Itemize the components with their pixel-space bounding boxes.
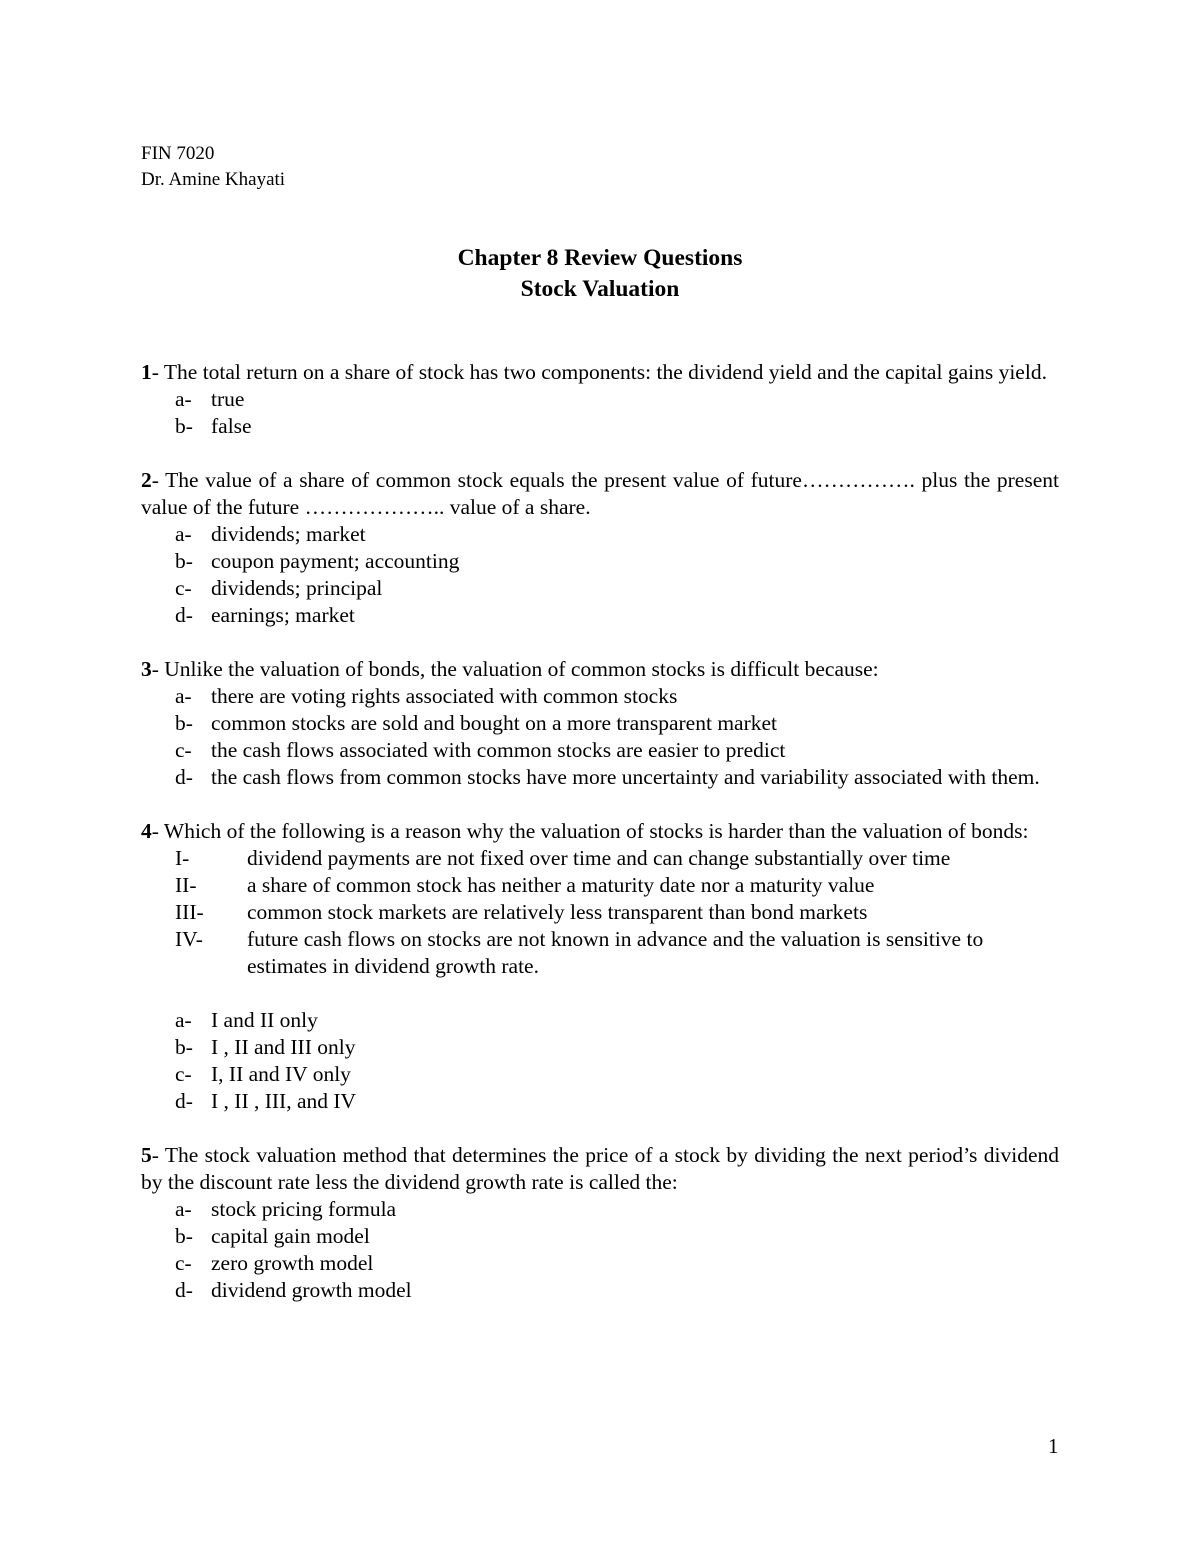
document-title	[0, 243, 1200, 305]
question-5	[141, 1142, 1059, 1304]
document-header	[141, 141, 285, 193]
option-marker: a-	[175, 684, 192, 708]
option-text: zero growth model	[211, 1251, 374, 1275]
answer-option	[141, 386, 1059, 413]
question-text: - Unlike the valuation of bonds, the valuation of common stocks is difficult because:	[151, 657, 879, 681]
question-list	[141, 359, 1059, 1331]
title-line-1: Chapter 8 Review Questions	[457, 245, 743, 271]
answer-option	[141, 575, 1059, 602]
option-text: coupon payment; accounting	[211, 549, 460, 573]
page-number: 1	[1048, 1434, 1059, 1458]
option-marker: a-	[175, 1197, 192, 1221]
statement-marker: II-	[175, 873, 197, 897]
option-marker: b-	[175, 414, 193, 438]
question-number: 3	[141, 657, 152, 681]
option-text: capital gain model	[211, 1224, 370, 1248]
option-marker: d-	[175, 1278, 193, 1302]
answer-option	[141, 1250, 1059, 1277]
option-text: the cash flows from common stocks have more uncertainty and variability associated with them.	[211, 765, 1040, 789]
option-text: there are voting rights associated with common stocks	[211, 684, 678, 708]
answer-option	[141, 1061, 1059, 1088]
question-stem	[141, 818, 1059, 845]
option-marker: d-	[175, 603, 193, 627]
roman-statement	[141, 926, 1059, 980]
question-stem	[141, 1142, 1059, 1196]
option-text: true	[211, 387, 245, 411]
question-number: 4	[141, 819, 152, 843]
option-text: false	[211, 414, 252, 438]
instructor-name: Dr. Amine Khayati	[141, 169, 286, 190]
option-marker: a-	[175, 522, 192, 546]
answer-option	[141, 1196, 1059, 1223]
option-text: stock pricing formula	[211, 1197, 397, 1221]
statement-text: future cash flows on stocks are not known in advance and the valuation is sensitive to estimates in dividend growth rate.	[247, 927, 984, 978]
statement-marker: IV-	[175, 927, 203, 951]
option-marker: d-	[175, 1089, 193, 1113]
statement-marker: I-	[175, 846, 190, 870]
spacer	[141, 980, 1059, 1007]
option-text: the cash flows associated with common stocks are easier to predict	[211, 738, 786, 762]
option-marker: b-	[175, 1224, 193, 1248]
answer-option	[141, 683, 1059, 710]
answer-option	[141, 521, 1059, 548]
answer-option	[141, 710, 1059, 737]
statement-text: dividend payments are not fixed over time and can change substantially over time	[247, 846, 951, 870]
answer-option	[141, 1277, 1059, 1304]
question-3	[141, 656, 1059, 791]
option-marker: a-	[175, 387, 192, 411]
option-text: I , II , III, and IV	[211, 1089, 357, 1113]
question-number: 5	[141, 1143, 152, 1167]
roman-statement	[141, 872, 1059, 899]
option-marker: d-	[175, 765, 193, 789]
option-marker: c-	[175, 1062, 192, 1086]
answer-option	[141, 1034, 1059, 1061]
question-stem	[141, 656, 1059, 683]
answer-option	[141, 1223, 1059, 1250]
answer-option	[141, 602, 1059, 629]
option-text: I and II only	[211, 1008, 318, 1032]
answer-option	[141, 1007, 1059, 1034]
answer-option	[141, 764, 1059, 791]
answer-option	[141, 548, 1059, 575]
question-2	[141, 467, 1059, 629]
option-text: dividends; principal	[211, 576, 383, 600]
question-number: 2	[141, 468, 152, 492]
question-4	[141, 818, 1059, 1115]
question-stem	[141, 467, 1059, 521]
question-stem	[141, 359, 1059, 386]
option-marker: a-	[175, 1008, 192, 1032]
question-number: 1	[141, 360, 152, 384]
statement-marker: III-	[175, 900, 204, 924]
course-code: FIN 7020	[141, 143, 215, 164]
option-marker: c-	[175, 576, 192, 600]
option-marker: c-	[175, 1251, 192, 1275]
question-text: - The total return on a share of stock has two components: the dividend yield and the capital gains yield.	[151, 360, 1047, 384]
option-marker: b-	[175, 549, 193, 573]
option-text: dividends; market	[211, 522, 366, 546]
title-line-2: Stock Valuation	[520, 276, 680, 302]
option-marker: c-	[175, 738, 192, 762]
answer-option	[141, 413, 1059, 440]
question-1	[141, 359, 1059, 440]
option-text: I , II and III only	[211, 1035, 356, 1059]
option-text: common stocks are sold and bought on a more transparent market	[211, 711, 778, 735]
option-text: earnings; market	[211, 603, 355, 627]
answer-option	[141, 737, 1059, 764]
answer-option	[141, 1088, 1059, 1115]
statement-text: a share of common stock has neither a maturity date nor a maturity value	[247, 873, 875, 897]
option-text: dividend growth model	[211, 1278, 412, 1302]
question-text: - The value of a share of common stock equals the present value of future……………. plus the present value of the future ……………….. value of a share.	[141, 468, 1059, 519]
roman-statement	[141, 845, 1059, 872]
option-marker: b-	[175, 1035, 193, 1059]
roman-statement	[141, 899, 1059, 926]
option-text: I, II and IV only	[211, 1062, 351, 1086]
statement-text: common stock markets are relatively less transparent than bond markets	[247, 900, 868, 924]
question-text: - The stock valuation method that determines the price of a stock by dividing the next period’s dividend by the discount rate less the dividend growth rate is called the:	[141, 1143, 1059, 1194]
question-text: - Which of the following is a reason why the valuation of stocks is harder than the valuation of bonds:	[151, 819, 1029, 843]
option-marker: b-	[175, 711, 193, 735]
